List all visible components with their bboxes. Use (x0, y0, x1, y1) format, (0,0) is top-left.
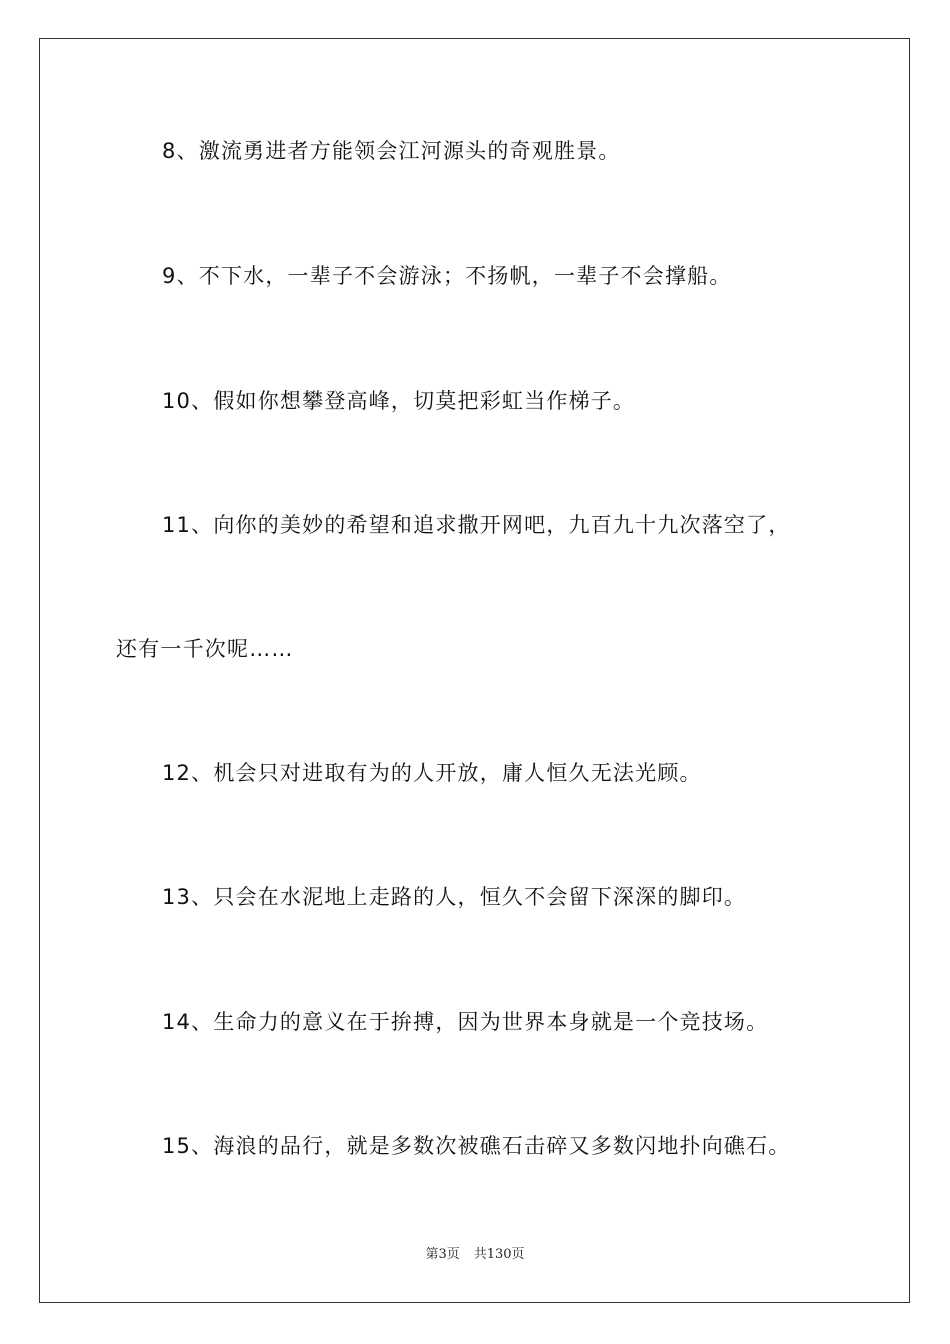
text-line-12: 12、机会只对进取有为的人开放，庸人恒久无法光顾。 (162, 761, 702, 785)
page-footer (0, 1246, 950, 1264)
text-line-10: 10、假如你想攀登高峰，切莫把彩虹当作梯子。 (162, 389, 636, 413)
text-line-13: 13、只会在水泥地上走路的人，恒久不会留下深深的脚印。 (162, 885, 747, 909)
page-total: 共130页 (473, 1247, 525, 1262)
text-line-11-continued: 还有一千次呢…… (116, 637, 294, 661)
text-line-15: 15、海浪的品行，就是多数次被礁石击碎又多数闪地扑向礁石。 (162, 1134, 791, 1158)
text-line-8: 8、激流勇进者方能领会江河源头的奇观胜景。 (162, 139, 621, 163)
page-number: 第3页 (425, 1247, 460, 1262)
text-line-9: 9、不下水，一辈子不会游泳；不扬帆，一辈子不会撑船。 (162, 264, 732, 288)
page-frame (39, 38, 910, 1303)
text-line-11: 11、向你的美妙的希望和追求撒开网吧，九百九十九次落空了， (162, 513, 791, 537)
text-line-14: 14、生命力的意义在于拚搏，因为世界本身就是一个竞技场。 (162, 1010, 769, 1034)
